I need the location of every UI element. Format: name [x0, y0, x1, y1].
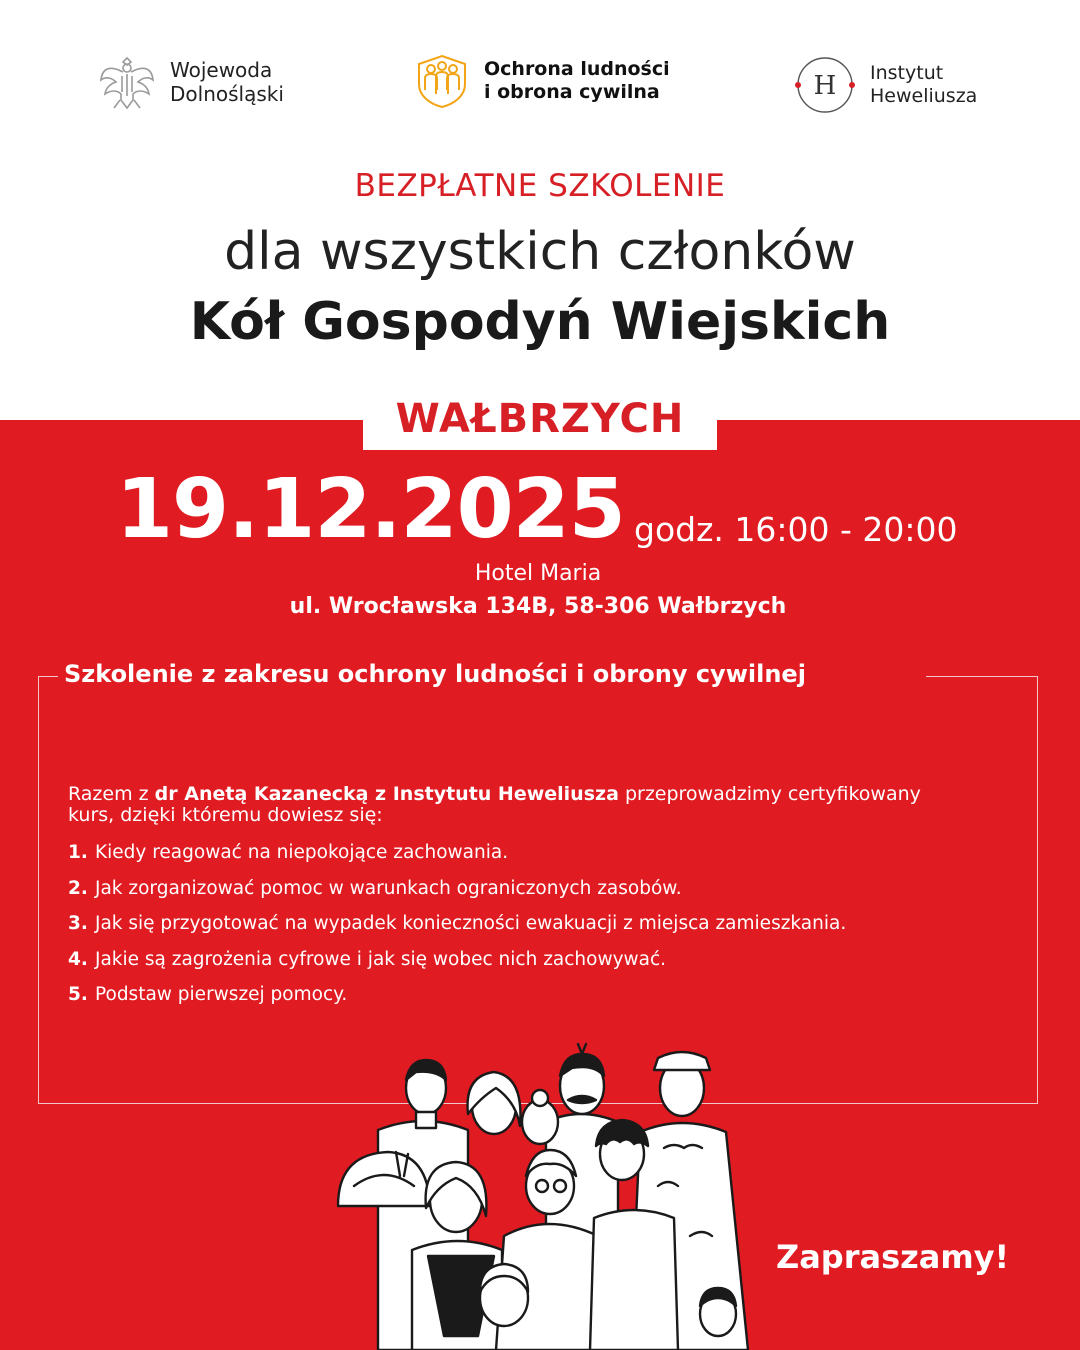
course-intro	[68, 784, 928, 826]
intro-suffix: przeprowadzimy certyfikowany kurs, dzięki któremu dowiesz się:	[68, 783, 921, 826]
logo-instytut	[792, 54, 977, 116]
list-item	[68, 949, 846, 985]
event-address: ul. Wrocławska 134B, 58-306 Wałbrzych	[289, 594, 787, 619]
logo-ochrona-line2: i obrona cywilna	[484, 81, 660, 103]
list-item-text: Kiedy reagować na niepokojące zachowania.	[95, 842, 509, 863]
frame-top-left	[38, 676, 58, 677]
event-venue: Hotel Maria	[474, 561, 602, 586]
list-item	[68, 913, 846, 949]
logo-instytut-line2: Heweliusza	[870, 85, 978, 107]
intro-prefix: Razem z	[68, 783, 155, 805]
list-item-number: 2.	[68, 877, 88, 899]
list-item-text: Jakie są zagrożenia cyfrowe i jak się wobec nich zachowywać.	[95, 948, 667, 970]
logo-wojewoda-line2: Dolnośląski	[170, 82, 284, 106]
course-title: Szkolenie z zakresu ochrony ludności i obrony cywilnej	[64, 660, 806, 688]
event-date: 19.12.2025	[116, 462, 625, 557]
instytut-monogram-icon	[792, 54, 858, 116]
list-item	[68, 878, 846, 914]
list-item-text: Jak zorganizować pomoc w warunkach ograniczonych zasobów.	[95, 877, 682, 899]
list-item-number: 1.	[68, 842, 88, 863]
invite-text: Zapraszamy!	[776, 1238, 1010, 1276]
list-item	[68, 984, 846, 1020]
people-group-illustration	[318, 1036, 758, 1350]
free-training-kicker: BEZPŁATNE SZKOLENIE	[354, 168, 726, 204]
title-line-1: dla wszystkich członków	[224, 222, 856, 282]
eagle-emblem-icon	[98, 52, 156, 112]
list-item-text: Podstaw pierwszej pomocy.	[95, 984, 348, 1005]
logo-ochrona-line1: Ochrona ludności	[484, 58, 670, 81]
logo-ochrona	[416, 54, 670, 108]
logo-wojewoda-line1: Wojewoda	[170, 58, 273, 82]
intro-trainer: dr Anetą Kazanecką z Instytutu Heweliusza	[154, 783, 619, 805]
list-item	[68, 842, 846, 878]
list-item-number: 4.	[68, 948, 88, 970]
logo-instytut-line1: Instytut	[870, 62, 944, 85]
list-item-number: 5.	[68, 984, 88, 1005]
frame-top-right	[926, 676, 1038, 677]
city-badge: WAŁBRZYCH	[363, 388, 717, 450]
title-line-2: Kół Gospodyń Wiejskich	[189, 292, 891, 352]
list-item-number: 3.	[68, 913, 88, 934]
people-shield-icon	[416, 54, 468, 108]
instytut-monogram: H	[813, 71, 837, 101]
list-item-text: Jak się przygotować na wypadek konieczności ewakuacji z miejsca zamieszkania.	[95, 913, 847, 934]
logo-wojewoda	[98, 52, 284, 112]
event-hours: godz. 16:00 - 20:00	[634, 510, 958, 549]
course-topics-list	[68, 842, 846, 1020]
